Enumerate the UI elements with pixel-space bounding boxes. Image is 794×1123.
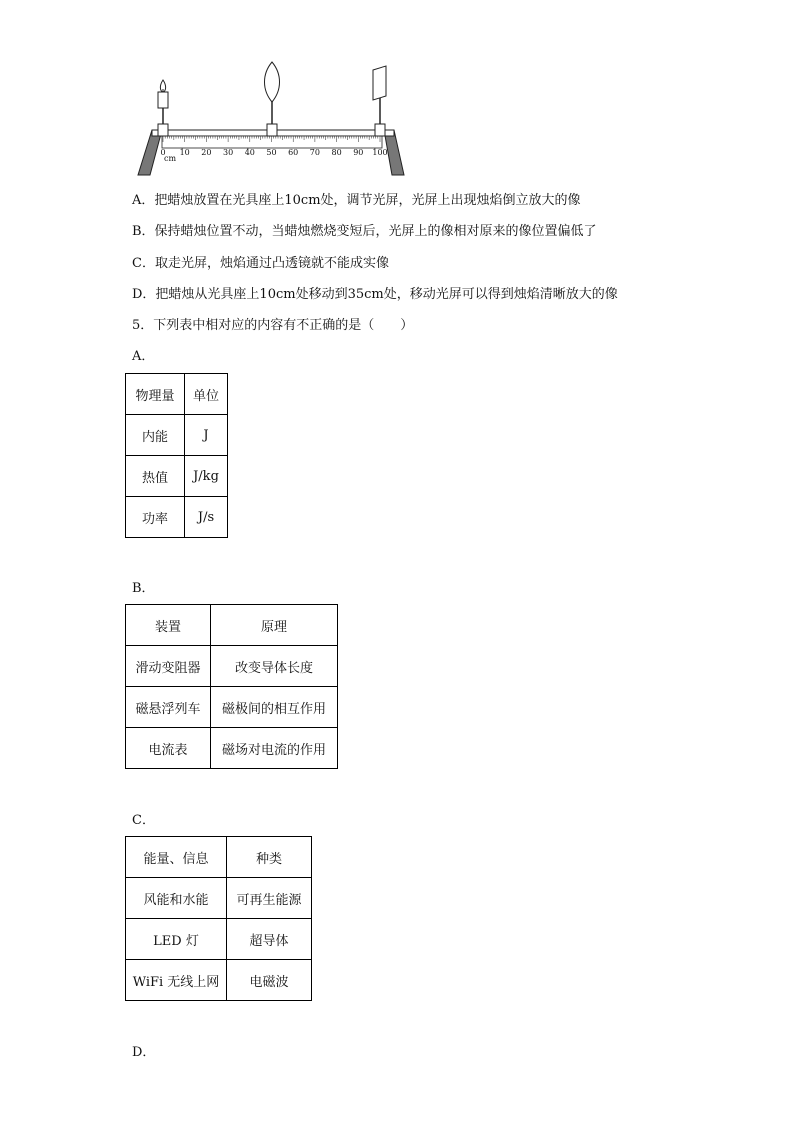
table-row: [126, 456, 228, 497]
q5-option-b-table: [125, 604, 338, 769]
table-cell: 功率: [126, 497, 185, 538]
table-cell: J/s: [185, 497, 228, 538]
table-row: [126, 415, 228, 456]
candle-assembly: [158, 80, 168, 136]
table-cell: 风能和水能: [126, 878, 227, 919]
bench-left-support: [138, 130, 162, 175]
table-cell: 磁悬浮列车: [126, 687, 211, 728]
table-cell: 热值: [126, 456, 185, 497]
table-row: [126, 960, 312, 1001]
table-cell: 改变导体长度: [211, 646, 338, 687]
q4-option-a: A．把蜡烛放置在光具座上10cm处，调节光屏，光屏上出现烛焰倒立放大的像: [132, 193, 581, 208]
ruler-tick-label: 70: [309, 148, 320, 157]
table-cell: 单位: [185, 374, 228, 415]
table-cell: 磁极间的相互作用: [211, 687, 338, 728]
table-cell: 超导体: [227, 919, 312, 960]
candle-icon: [158, 92, 168, 108]
table-cell: J: [185, 415, 228, 456]
ruler-tick-label: 40: [244, 148, 255, 157]
table-cell: 磁场对电流的作用: [211, 728, 338, 769]
table-row: [126, 919, 312, 960]
q4-option-b: B．保持蜡烛位置不动，当蜡烛燃烧变短后，光屏上的像相对原来的像位置偏低了: [132, 224, 597, 239]
table-cell: 能量、信息: [126, 837, 227, 878]
q5-option-a-table: [125, 373, 228, 538]
ruler-tick-label: 30: [223, 148, 234, 157]
table-cell: 可再生能源: [227, 878, 312, 919]
table-cell: 装置: [126, 605, 211, 646]
q4-option-c: C．取走光屏，烛焰通过凸透镜就不能成实像: [132, 256, 389, 271]
table-row: [126, 497, 228, 538]
light-screen-icon: [373, 66, 386, 100]
table-row: [126, 605, 338, 646]
table-cell: 滑动变阻器: [126, 646, 211, 687]
ruler-tick-label: 10: [179, 148, 190, 157]
ruler-tick-label: 50: [266, 148, 277, 157]
optical-bench-figure: [130, 60, 410, 180]
q5-option-c-table: [125, 836, 312, 1001]
ruler-tick-label: 20: [201, 148, 212, 157]
ruler-tick-label: 60: [288, 148, 299, 157]
table-row: [126, 878, 312, 919]
screen-assembly: [373, 66, 386, 136]
q5-stem: 5．下列表中相对应的内容有不正确的是（ ）: [132, 318, 414, 333]
table-row: [126, 728, 338, 769]
q4-option-d: D．把蜡烛从光具座上10cm处移动到35cm处，移动光屏可以得到烛焰清晰放大的像: [132, 287, 618, 302]
q5-option-d-letter: D．: [132, 1045, 156, 1060]
table-cell: 内能: [126, 415, 185, 456]
table-cell: 种类: [227, 837, 312, 878]
table-row: [126, 687, 338, 728]
q5-option-a-letter: A．: [132, 349, 155, 364]
table-row: [126, 837, 312, 878]
convex-lens-icon: [265, 62, 280, 102]
table-cell: 物理量: [126, 374, 185, 415]
ruler-tick-label: 80: [331, 148, 342, 157]
ruler-tick-label: 100: [372, 148, 388, 157]
table-row: [126, 374, 228, 415]
bench-ruler: [162, 136, 382, 148]
ruler-tick-labels: [160, 148, 387, 157]
table-cell: 电磁波: [227, 960, 312, 1001]
q5-option-c-letter: C．: [132, 813, 155, 828]
lens-assembly: [265, 62, 280, 136]
table-cell: 电流表: [126, 728, 211, 769]
q5-option-b-letter: B．: [132, 581, 155, 596]
ruler-tick-label: 0: [160, 148, 166, 157]
ruler-tick-label: 90: [353, 148, 364, 157]
table-cell: J/kg: [185, 456, 228, 497]
ruler-unit-label: cm: [164, 154, 177, 163]
table-row: [126, 646, 338, 687]
table-cell: LED 灯: [126, 919, 227, 960]
table-cell: 原理: [211, 605, 338, 646]
table-cell: WiFi 无线上网: [126, 960, 227, 1001]
